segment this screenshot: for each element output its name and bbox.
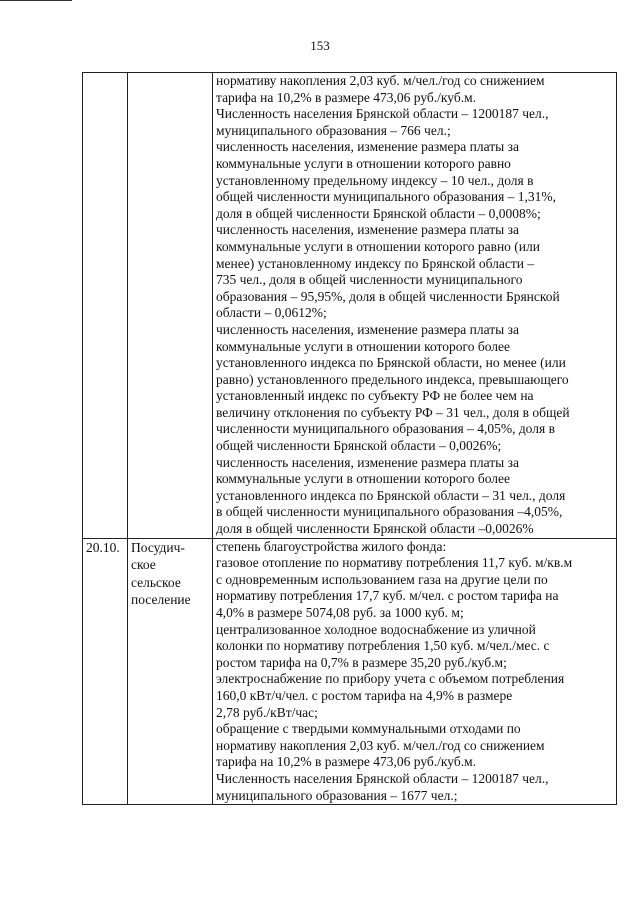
description-line: 2,78 руб./кВт/час;	[216, 704, 318, 720]
description-line: 735 чел., доля в общей численности муниципального	[216, 272, 523, 288]
description-line: общей численности муниципального образования – 1,31%,	[216, 189, 557, 205]
description-line: общей численности Брянской области – 0,0026%;	[216, 438, 502, 454]
municipality-name-line: сельское	[131, 574, 181, 590]
description-line: величину отклонения по субъекту РФ – 31 чел., доля в общей	[216, 404, 570, 420]
description-line: численности муниципального образования – 4,05%, доля в	[216, 421, 555, 437]
municipality-name-line: поселение	[131, 592, 191, 608]
description-cell	[213, 73, 617, 539]
municipality-cell	[128, 73, 213, 539]
description-line: муниципального образования – 766 чел.;	[216, 122, 451, 138]
description-line: коммунальные услуги в отношении которого равно	[216, 155, 511, 171]
tariff-table	[82, 72, 617, 805]
description-cell	[213, 538, 617, 805]
table-row	[83, 538, 617, 805]
description-line: коммунальные услуги в отношении которого равно (или	[216, 238, 540, 254]
municipality-cell	[128, 538, 213, 805]
description-line: обращение с твердыми коммунальными отходами по	[216, 721, 521, 737]
description-line: коммунальные услуги в отношении которого более	[216, 338, 510, 354]
row-number: 20.10.	[86, 539, 120, 555]
description-line: степень благоустройства жилого фонда:	[216, 538, 447, 554]
description-line: численность населения, изменение размера платы за	[216, 222, 519, 238]
description-line: тарифа на 10,2% в размере 473,06 руб./куб.м.	[216, 89, 477, 105]
description-line: установленного индекса по Брянской области, но менее (или	[216, 355, 566, 371]
page-number: 153	[310, 38, 330, 53]
description-line: 160,0 кВт/ч/чел. с ростом тарифа на 4,9% в размере	[216, 687, 513, 703]
description-line: равно) установленного предельного индекса, превышающего	[216, 371, 569, 387]
description-line: муниципального образования – 1677 чел.;	[216, 787, 458, 803]
description-line: установленный индекс по субъекту РФ не более чем на	[216, 388, 534, 404]
description-line: колонки по нормативу потребления 1,50 куб. м/чел./мес. с	[216, 638, 550, 654]
table-row	[83, 73, 617, 539]
row-number-cell	[83, 73, 128, 539]
description-line: численность населения, изменение размера платы за	[216, 454, 519, 470]
description-line: с одновременным использованием газа на другие цели по	[216, 571, 548, 587]
description-line: ростом тарифа на 0,7% в размере 35,20 руб./куб.м;	[216, 654, 507, 670]
description-line: централизованное холодное водоснабжение из уличной	[216, 621, 536, 637]
description-line: нормативу накопления 2,03 куб. м/чел./год со снижением	[216, 73, 545, 88]
description-line: нормативу потребления 17,7 куб. м/чел. с ростом тарифа на	[216, 588, 559, 604]
top-rule	[0, 0, 72, 1]
description-line: численность населения, изменение размера платы за	[216, 139, 519, 155]
description-line: электроснабжение по прибору учета с объемом потребления	[216, 671, 565, 687]
description-line: тарифа на 10,2% в размере 473,06 руб./куб.м.	[216, 754, 477, 770]
row-number	[86, 73, 127, 74]
description-line: 4,0% в размере 5074,08 руб. за 1000 куб. м;	[216, 605, 464, 620]
description-line: нормативу накопления 2,03 куб. м/чел./год со снижением	[216, 737, 545, 753]
description-line: Численность населения Брянской области – 1200187 чел.,	[216, 106, 549, 122]
description-line: доля в общей численности Брянской области – 0,0008%;	[216, 205, 541, 221]
row-number-cell	[83, 538, 128, 805]
municipality-name-line: Посудич-	[131, 539, 185, 555]
description-line: установленного индекса по Брянской области – 31 чел., доля	[216, 487, 566, 503]
description-line: менее) установленному индексу по Брянской области –	[216, 255, 535, 271]
description-line: коммунальные услуги в отношении которого более	[216, 471, 510, 487]
description-line: численность населения, изменение размера платы за	[216, 321, 519, 337]
description-line: области – 0,0612%;	[216, 305, 327, 321]
description-line: газовое отопление по нормативу потребления 11,7 куб. м/кв.м	[216, 555, 573, 571]
description-line: установленному предельному индексу – 10 чел., доля в	[216, 172, 534, 188]
description-line: в общей численности муниципального образования –4,05%,	[216, 504, 563, 520]
municipality-name-line: ское	[131, 557, 156, 573]
description-line: образования – 95,95%, доля в общей численности Брянской	[216, 288, 560, 304]
description-line: доля в общей численности Брянской области –0,0026%	[216, 521, 534, 537]
description-line: Численность населения Брянской области – 1200187 чел.,	[216, 770, 549, 786]
